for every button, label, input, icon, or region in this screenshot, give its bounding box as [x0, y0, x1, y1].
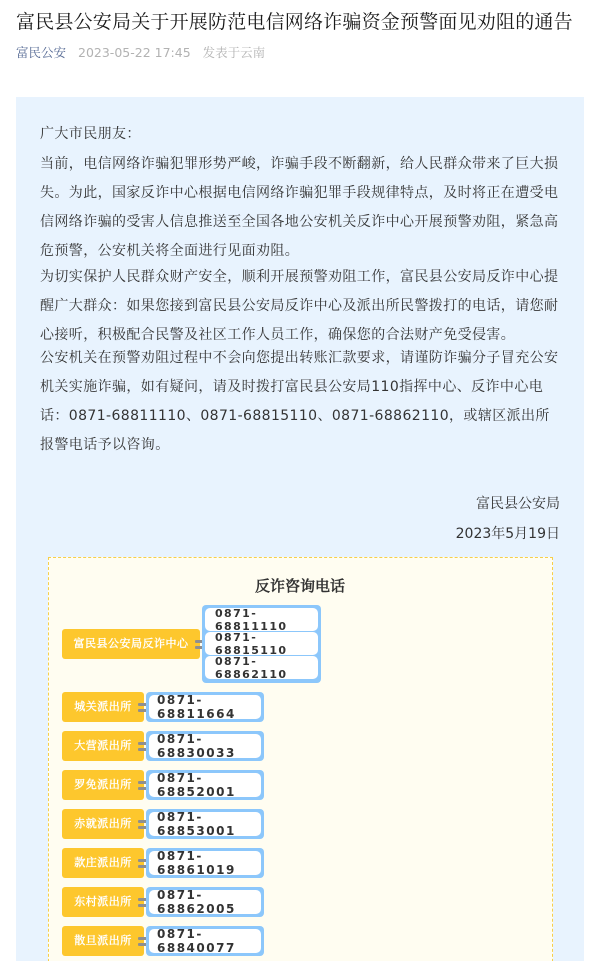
station-label-sandan: 散旦派出所 [62, 926, 144, 956]
hotline-title: 反诈咨询电话 [254, 577, 345, 595]
signature: 富民县公安局 [476, 496, 560, 512]
article-title: 富民县公安局关于开展防范电信网络诈骗资金预警面见劝阻的通告 [16, 11, 573, 33]
center-phone-3[interactable]: 0871-68862110 [205, 656, 318, 679]
article-meta [16, 44, 265, 62]
station-label-luomian: 罗免派出所 [62, 770, 144, 800]
station-phone-luomian[interactable]: 0871-68852001 [146, 770, 264, 800]
station-label-daying: 大营派出所 [62, 731, 144, 761]
center-phone-group [202, 605, 321, 683]
account-name-link[interactable]: 富民公安 [16, 45, 67, 60]
paragraph-2: 为切实保护人民群众财产安全，顺利开展预警劝阻工作，富民县公安局反诈中心提醒广大群众：如果您接到富民县公安局反诈中心及派出所民警拨打的电话，请您耐心接听，积极配合民警及社区工作人员工作，确保您的合法财产免受侵害。 [40, 269, 559, 343]
center-phone-2[interactable]: 0871-68815110 [205, 632, 318, 655]
publish-time: 2023-05-22 17:45 [78, 45, 191, 60]
center-label: 富民县公安局反诈中心 [62, 629, 200, 659]
station-label-chengguan: 城关派出所 [62, 692, 144, 722]
greeting: 广大市民朋友： [40, 126, 141, 142]
notice-date: 2023年5月19日 [455, 526, 560, 542]
station-label-chijiu: 赤就派出所 [62, 809, 144, 839]
paragraph-1: 当前，电信网络诈骗犯罪形势严峻，诈骗手段不断翻新，给人民群众带来了巨大损失。为此，国家反诈中心根据电信网络诈骗犯罪手段规律特点，及时将正在遭受电信网络诈骗的受害人信息推送至全国各地公安机关反诈中心开展预警劝阻，紧急高危预警，公安机关将全面进行见面劝阻。 [40, 156, 559, 259]
paragraph-3: 公安机关在预警劝阻过程中不会向您提出转账汇款要求，请谨防诈骗分子冒充公安机关实施诈骗，如有疑问，请及时拨打富民县公安局110指挥中心、反诈中心电话：0871-68811110、0871-68815110、0871-68862110，或辖区派出所报警电话予以咨询。 [40, 350, 559, 453]
station-phone-sandan[interactable]: 0871-68840077 [146, 926, 264, 956]
station-phone-dongcun[interactable]: 0871-68862005 [146, 887, 264, 917]
station-label-dongcun: 东村派出所 [62, 887, 144, 917]
station-phone-kuanzhuang[interactable]: 0871-68861019 [146, 848, 264, 878]
station-phone-chengguan[interactable]: 0871-68811664 [146, 692, 264, 722]
publish-location: 发表于云南 [202, 45, 266, 60]
station-phone-chijiu[interactable]: 0871-68853001 [146, 809, 264, 839]
center-phone-1[interactable]: 0871-68811110 [205, 608, 318, 631]
station-phone-daying[interactable]: 0871-68830033 [146, 731, 264, 761]
station-label-kuanzhuang: 款庄派出所 [62, 848, 144, 878]
